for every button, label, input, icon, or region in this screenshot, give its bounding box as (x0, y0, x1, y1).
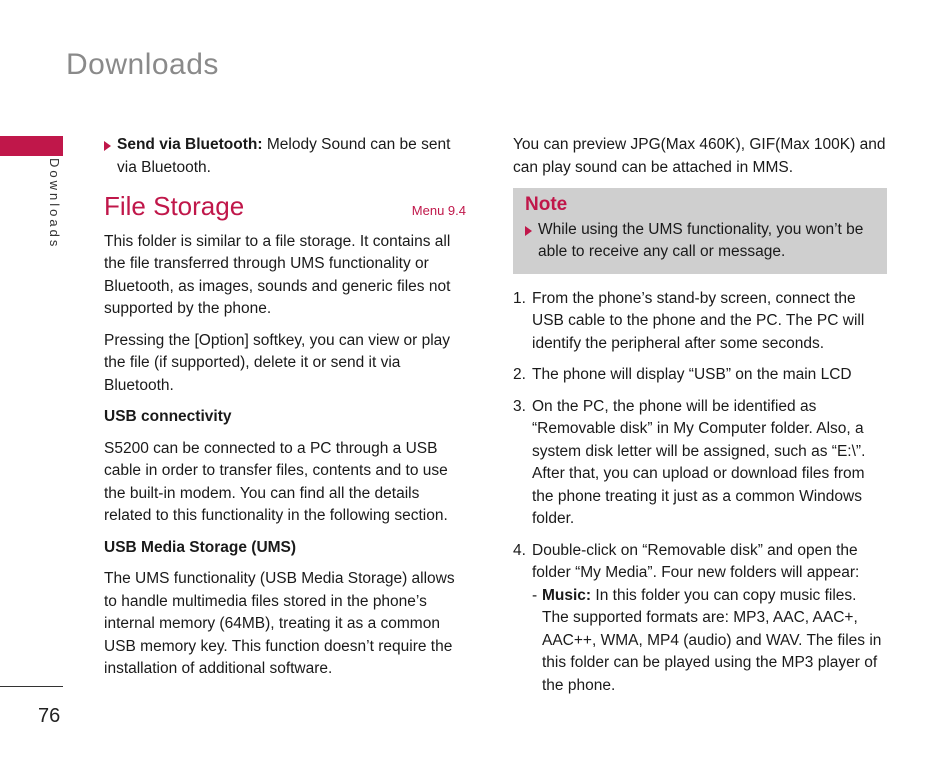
music-description: In this folder you can copy music files. The supported formats are: MP3, AAC, AAC+, AAC++, WMA, MP4 (audio) and WAV. The files in this folder can be played using the MP3 player of the phone. (542, 586, 882, 694)
footer-rule (0, 686, 63, 687)
step-number: 4. (513, 541, 526, 559)
section-title: File Storage (104, 191, 245, 221)
list-item (513, 540, 887, 698)
triangle-bullet-icon (525, 226, 532, 236)
ums-paragraph: The UMS functionality (USB Media Storage) allows to handle multimedia files stored in the phone’s internal memory (64MB), treating it as a common USB memory key. This function doesn’t require the installation of additional software. (104, 570, 455, 677)
list-item (513, 288, 887, 356)
page-number: 76 (38, 705, 61, 727)
ums-heading: USB Media Storage (UMS) (104, 538, 297, 556)
note-title: Note (525, 194, 568, 215)
section-heading (104, 191, 466, 223)
bluetooth-bullet-text (117, 134, 466, 179)
step-number: 2. (513, 366, 526, 383)
music-subitem-text (542, 585, 887, 698)
step-text (532, 540, 887, 698)
right-column (513, 134, 887, 706)
steps-list (513, 288, 887, 698)
list-item (513, 364, 887, 387)
file-storage-paragraph-2: Pressing the [Option] softkey, you can view or play the file (if supported), delete it or send it via Bluetooth. (104, 331, 451, 394)
step-number: 1. (513, 289, 526, 307)
page-header-title: Downloads (66, 48, 219, 81)
side-section-label: Downloads (47, 158, 62, 250)
bluetooth-label: Send via Bluetooth: (117, 136, 263, 153)
usb-connectivity-heading: USB connectivity (104, 408, 232, 425)
file-storage-paragraph-1: This folder is similar to a file storage. It contains all the file transferred through UMS functionality or Bluetooth, as images, sounds and generic files not supported by the phone. (104, 232, 451, 317)
note-box (513, 188, 887, 274)
note-text: While using the UMS functionality, you won’t be able to receive any call or message. (538, 220, 864, 260)
step-number: 3. (513, 397, 526, 415)
bluetooth-description: Melody Sound can be sent via Bluetooth. (117, 136, 451, 176)
note-bullet (525, 219, 875, 264)
step-4-text: Double-click on “Removable disk” and open the folder “My Media”. Four new folders will appear: (532, 541, 860, 581)
usb-connectivity-paragraph: S5200 can be connected to a PC through a USB cable in order to transfer files, contents and to use the built-in modem. You can find all the details related to this functionality in the following section. (104, 439, 448, 524)
subitem-dash: - (532, 586, 538, 604)
step-text: From the phone’s stand-by screen, connect the USB cable to the phone and the PC. The PC will identify the peripheral after some seconds. (532, 289, 865, 352)
left-column (104, 134, 466, 690)
bluetooth-bullet (104, 134, 466, 179)
menu-reference: Menu 9.4 (411, 203, 466, 218)
preview-intro: You can preview JPG(Max 460K), GIF(Max 100K) and can play sound can be attached in MMS. (513, 136, 886, 176)
step-text: The phone will display “USB” on the main LCD (532, 366, 852, 383)
music-subitem (532, 585, 887, 698)
music-label: Music: (542, 586, 592, 604)
side-tab-bar (0, 136, 63, 156)
step-text: On the PC, the phone will be identified as “Removable disk” in My Computer folder. Also, a system disk letter will be assigned, such as “E:\”. After that, you can upload or download files from the phone treating it just as a common Windows folder. (532, 397, 866, 527)
list-item (513, 396, 887, 531)
triangle-bullet-icon (104, 141, 111, 151)
